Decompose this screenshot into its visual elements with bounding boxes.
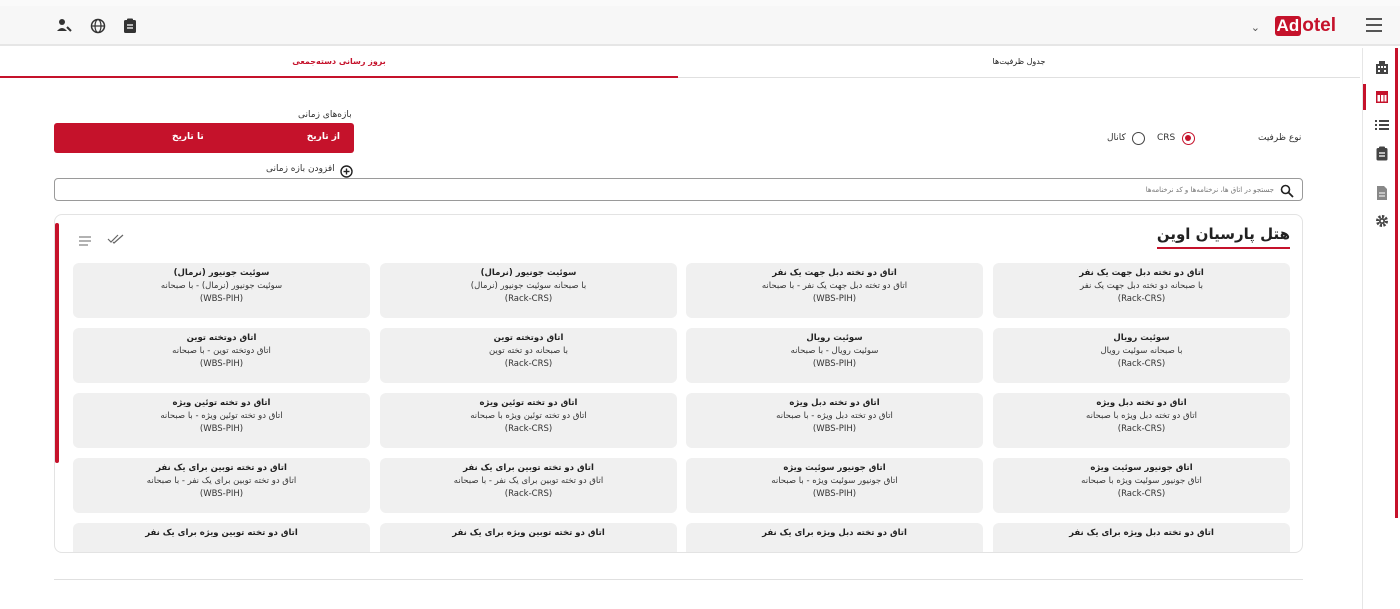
room-code: (Rack-CRS) (1117, 489, 1166, 499)
room-code: (WBS-PIH) (812, 489, 857, 499)
room-card[interactable] (686, 458, 983, 513)
double-check-icon[interactable] (107, 230, 125, 249)
room-desc: با صبحانه دو تخته دبل جهت یک نفر (1080, 281, 1203, 291)
add-range-label[interactable]: افزودن بازه زمانی (266, 164, 335, 174)
room-code: (Rack-CRS) (1117, 359, 1166, 369)
room-code: (WBS-PIH) (812, 424, 857, 434)
room-desc: اتاق دو تخته توبین برای یک نفر - با صبحانه (453, 476, 604, 486)
room-card[interactable] (993, 393, 1290, 448)
search-box (54, 178, 1303, 201)
room-title: اتاق دو تخته دبل ویژه (789, 398, 880, 408)
room-desc: با صبحانه دو تخته توین (488, 346, 568, 356)
room-card[interactable] (993, 458, 1290, 513)
room-code: (WBS-PIH) (199, 489, 244, 499)
room-card[interactable] (380, 263, 677, 318)
room-title: اتاق دو تخته توئین ویژه (479, 398, 578, 408)
clipboard-icon[interactable] (120, 16, 140, 36)
room-title: اتاق دو تخته دبل ویژه برای یک نفر (762, 528, 907, 538)
room-code: (Rack-CRS) (1117, 424, 1166, 434)
tab-bulk-update[interactable]: بروز رسانی دسته‌جمعی (0, 48, 678, 78)
chevron-down-icon[interactable]: ⌄ (1250, 21, 1260, 34)
hotel-panel (54, 214, 1303, 553)
room-card[interactable] (686, 328, 983, 383)
capacity-type-label: نوع ظرفیت (1258, 133, 1302, 143)
room-title: اتاق دو تخته دبل جهت یک نفر (772, 268, 897, 278)
room-code: (WBS-PIH) (812, 359, 857, 369)
room-title: سوئیت جونیور (نرمال) (173, 268, 270, 278)
rail-active-indicator (1363, 84, 1366, 110)
search-input[interactable] (94, 182, 1274, 197)
room-title: اتاق دو تخته دبل ویژه برای یک نفر (1069, 528, 1214, 538)
gear-icon[interactable] (1373, 212, 1391, 230)
lines-icon[interactable] (79, 231, 93, 250)
building-icon[interactable] (1373, 59, 1391, 77)
hotel-title: هتل پارسیان اوین (1157, 225, 1290, 249)
room-card[interactable] (73, 263, 370, 318)
document-icon[interactable] (1373, 184, 1391, 202)
panel-scroll-indicator (55, 223, 59, 463)
rail-scroll-indicator (1395, 48, 1398, 518)
room-title: سوئیت جونیور (نرمال) (480, 268, 577, 278)
room-desc: اتاق دو تخته دبل جهت یک نفر - با صبحانه (761, 281, 908, 291)
room-desc: با صبحانه سوئیت رویال (1100, 346, 1183, 356)
room-title: اتاق دو تخته توبین ویژه برای یک نفر (145, 528, 298, 538)
room-card[interactable] (73, 393, 370, 448)
room-code: (WBS-PIH) (199, 359, 244, 369)
radio-channel[interactable] (1132, 132, 1145, 145)
room-title: اتاق دو تخته دبل جهت یک نفر (1079, 268, 1204, 278)
room-card[interactable] (73, 458, 370, 513)
room-title: اتاق جونیور سوئیت ویژه (1090, 463, 1193, 473)
room-title: سوئیت رویال (1113, 333, 1170, 343)
search-icon[interactable] (1280, 183, 1294, 197)
room-code: (Rack-CRS) (504, 424, 553, 434)
room-card[interactable] (380, 393, 677, 448)
menu-icon[interactable] (1366, 18, 1382, 36)
room-code: (Rack-CRS) (504, 294, 553, 304)
room-card[interactable] (380, 523, 677, 553)
radio-crs[interactable] (1182, 132, 1195, 145)
room-card[interactable] (993, 328, 1290, 383)
to-date-label[interactable]: تا تاریخ (172, 132, 204, 142)
room-card[interactable] (73, 523, 370, 553)
room-code: (WBS-PIH) (199, 424, 244, 434)
calendar-table-icon[interactable] (1373, 88, 1391, 106)
room-title: اتاق دو تخته توبین برای یک نفر (156, 463, 287, 473)
room-desc: اتاق دو تخته دبل ویژه - با صبحانه (776, 411, 893, 421)
room-card[interactable] (380, 328, 677, 383)
room-desc: با صبحانه سوئیت جونیور (نرمال) (470, 281, 587, 291)
room-card[interactable] (993, 263, 1290, 318)
room-code: (Rack-CRS) (1117, 294, 1166, 304)
room-desc: اتاق دوتخته توین - با صبحانه (172, 346, 271, 356)
room-title: اتاق دو تخته توبین ویژه برای یک نفر (452, 528, 605, 538)
room-desc: سوئیت رویال - با صبحانه (790, 346, 879, 356)
room-card[interactable] (380, 458, 677, 513)
room-desc: اتاق دو تخته توئین ویژه با صبحانه (470, 411, 587, 421)
from-date-label[interactable]: از تاریخ (306, 132, 340, 142)
room-desc: اتاق جونیور سوئیت ویژه با صبحانه (1081, 476, 1202, 486)
right-rail (1362, 48, 1400, 609)
room-desc: اتاق دو تخته توئین ویژه - با صبحانه (160, 411, 283, 421)
room-card[interactable] (993, 523, 1290, 553)
room-title: سوئیت رویال (806, 333, 863, 343)
room-desc: اتاق دو تخته توبین برای یک نفر - با صبحانه (146, 476, 297, 486)
room-card[interactable] (73, 328, 370, 383)
room-title: اتاق دو تخته دبل ویژه (1096, 398, 1187, 408)
room-title: اتاق جونیور سوئیت ویژه (783, 463, 886, 473)
room-title: اتاق دوتخته توین (493, 333, 564, 343)
tab-capacity-table[interactable]: جدول ظرفیت‌ها (992, 57, 1046, 66)
logo: Ad otel (1276, 15, 1336, 36)
room-code: (WBS-PIH) (812, 294, 857, 304)
room-title: اتاق دو تخته توئین ویژه (172, 398, 271, 408)
top-toolbar (0, 6, 1400, 46)
room-card[interactable] (686, 523, 983, 553)
globe-icon[interactable] (88, 16, 108, 36)
list-icon[interactable] (1373, 116, 1391, 134)
room-desc: اتاق جونیور سوئیت ویژه - با صبحانه (771, 476, 898, 486)
user-swap-icon[interactable] (54, 16, 74, 36)
date-range-bar[interactable] (54, 123, 354, 153)
room-title: اتاق دو تخته توبین برای یک نفر (463, 463, 594, 473)
radio-crs-label: CRS (1157, 133, 1176, 143)
room-code: (Rack-CRS) (504, 489, 553, 499)
divider (54, 579, 1303, 580)
room-card[interactable] (686, 263, 983, 318)
radio-channel-label: کانال (1107, 133, 1126, 143)
clipboard-list-icon[interactable] (1373, 144, 1391, 162)
time-ranges-label: بازه‌های زمانی (298, 110, 352, 120)
room-desc: سوئیت جونیور (نرمال) - با صبحانه (160, 281, 283, 291)
room-card[interactable] (686, 393, 983, 448)
room-code: (Rack-CRS) (504, 359, 553, 369)
room-code: (WBS-PIH) (199, 294, 244, 304)
room-title: اتاق دوتخته توین (186, 333, 257, 343)
room-desc: اتاق دو تخته دبل ویژه با صبحانه (1086, 411, 1197, 421)
tab-bar (0, 48, 1360, 78)
